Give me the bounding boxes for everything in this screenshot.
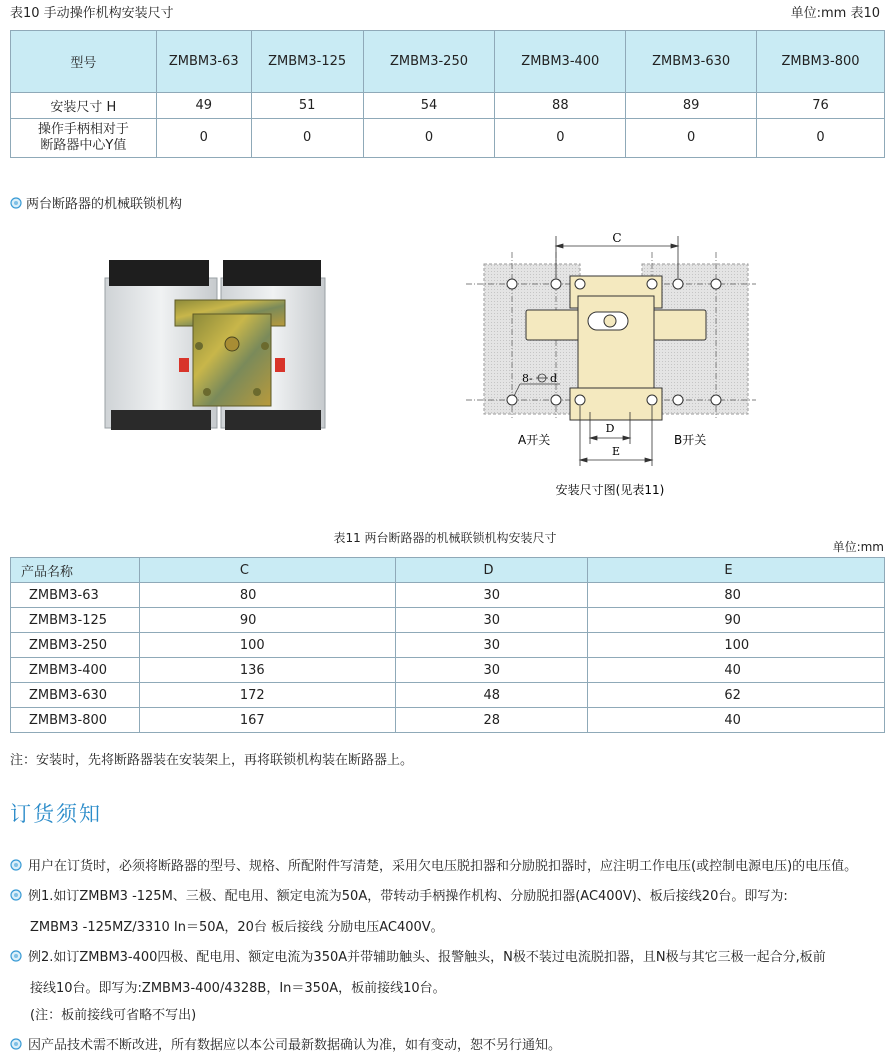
table-row xyxy=(11,583,885,608)
table10-model: ZMBM3-800 xyxy=(757,31,885,93)
circle-bullet-icon xyxy=(10,950,22,962)
table11-cell: 136 xyxy=(139,658,395,683)
circle-bullet-icon xyxy=(10,889,22,901)
order-text: ZMBM3 -125MZ/3310 In＝50A，20台 板后接线 分励电压AC400V。 xyxy=(30,920,444,935)
table10-cell: 0 xyxy=(363,119,495,158)
hole-spec-d: d xyxy=(550,372,558,385)
table-row xyxy=(11,633,885,658)
table10-cell: 0 xyxy=(495,119,626,158)
table10-cell: 89 xyxy=(626,93,757,119)
table11-cell: ZMBM3-800 xyxy=(11,708,140,733)
breaker-a-top-terminals xyxy=(109,260,209,286)
table10-row-label-line: 断路器中心Y值 xyxy=(40,138,127,153)
switch-a-label: A开关 xyxy=(518,433,551,447)
breaker-b-on-indicator xyxy=(275,358,285,372)
table10-header-row xyxy=(11,31,885,93)
table10-cell: 0 xyxy=(626,119,757,158)
circle-bullet-icon xyxy=(10,197,22,209)
dimension-e-label: E xyxy=(611,445,621,458)
interlock-screw xyxy=(261,342,269,350)
table11-cell: 30 xyxy=(395,658,588,683)
hole-spec-label: 8- xyxy=(522,372,533,385)
order-line xyxy=(10,1034,561,1053)
install-note: 注：安装时，先将断路器装在安装架上，再将联锁机构装在断路器上。 xyxy=(10,753,414,768)
table10-model: ZMBM3-400 xyxy=(495,31,626,93)
order-line xyxy=(10,885,788,904)
section-heading xyxy=(10,193,182,212)
table-row xyxy=(11,708,885,733)
table10-cell: 49 xyxy=(156,93,251,119)
order-line xyxy=(10,946,826,965)
table11-cell: 30 xyxy=(395,633,588,658)
table-row xyxy=(11,683,885,708)
table10-model: ZMBM3-63 xyxy=(156,31,251,93)
table11-cell: ZMBM3-400 xyxy=(11,658,140,683)
table-row xyxy=(11,608,885,633)
circle-bullet-icon xyxy=(10,1038,22,1050)
table11-cell: 40 xyxy=(588,708,885,733)
table11-header: C xyxy=(139,558,395,583)
table11-cell: ZMBM3-630 xyxy=(11,683,140,708)
table11-cell: 40 xyxy=(588,658,885,683)
interlock-screw xyxy=(253,388,261,396)
table11-cell: 62 xyxy=(588,683,885,708)
dimension-c-label: C xyxy=(612,231,622,245)
table11-cell: ZMBM3-125 xyxy=(11,608,140,633)
breaker-b-bottom-terminals xyxy=(225,410,321,430)
interlock-pivot xyxy=(225,337,239,351)
table11-cell: 90 xyxy=(588,608,885,633)
table10-cell: 0 xyxy=(156,119,251,158)
table11-header: E xyxy=(588,558,885,583)
table11-unit: 单位:mm xyxy=(832,540,884,554)
breaker-a-bottom-terminals xyxy=(111,410,211,430)
table10-cell: 0 xyxy=(251,119,363,158)
table10-model: ZMBM3-125 xyxy=(251,31,363,93)
table11 xyxy=(10,557,885,733)
order-line xyxy=(10,855,857,874)
table10-cell: 88 xyxy=(495,93,626,119)
breaker-b-top-terminals xyxy=(223,260,321,286)
table11-header: D xyxy=(395,558,588,583)
table10-unit: 单位:mm 表10 xyxy=(790,6,880,21)
table11-cell: 167 xyxy=(139,708,395,733)
table-row xyxy=(11,658,885,683)
table11-cell: 80 xyxy=(588,583,885,608)
install-dimension-diagram xyxy=(460,222,760,502)
table11-cell: 30 xyxy=(395,608,588,633)
dimension-d-label: D xyxy=(605,422,615,435)
table11-cell: ZMBM3-63 xyxy=(11,583,140,608)
diagram-caption: 安装尺寸图(见表11) xyxy=(555,483,665,497)
order-text: (注：板前接线可省略不写出) xyxy=(30,1008,197,1023)
table11-cell: 30 xyxy=(395,583,588,608)
table10-row-label-line: 操作手柄相对于 xyxy=(37,122,129,137)
table10-cell: 51 xyxy=(251,93,363,119)
table10-cell: 54 xyxy=(363,93,495,119)
table11-cell: ZMBM3-250 xyxy=(11,633,140,658)
section-title: 两台断路器的机械联锁机构 xyxy=(26,197,183,212)
order-text: 例1.如订ZMBM3 -125M、三极、配电用、额定电流为50A，带转动手柄操作机构、分励脱扣器(AC400V)、板后接线20台。即写为: xyxy=(28,889,788,904)
switch-b-label: B开关 xyxy=(674,433,707,447)
table10-row-h xyxy=(11,93,885,119)
table11-cell: 28 xyxy=(395,708,588,733)
order-text: 用户在订货时，必须将断路器的型号、规格、所配附件写清楚，采用欠电压脱扣器和分励脱扣器时，应注明工作电压(或控制电源电压)的电压值。 xyxy=(28,859,858,874)
order-text: 例2.如订ZMBM3-400四极、配电用、额定电流为350A并带辅助触头、报警触头，N极不装过电流脱扣器，且N极与其它三极一起合分,板前 xyxy=(28,950,826,965)
table11-cell: 100 xyxy=(588,633,885,658)
breaker-a-on-indicator xyxy=(179,358,189,372)
table10-caption: 表10 手动操作机构安装尺寸 xyxy=(10,6,174,21)
table10 xyxy=(10,30,885,158)
table10-cell: 76 xyxy=(757,93,885,119)
table10-header-label: 型号 xyxy=(11,31,157,93)
order-text: 因产品技术需不断改进，所有数据应以本公司最新数据确认为准，如有变动，恕不另行通知。 xyxy=(28,1038,562,1053)
breaker-interlock-photo xyxy=(95,248,335,438)
interlock-screw xyxy=(195,342,203,350)
interlock-bottom-block xyxy=(570,388,662,420)
table10-row-y xyxy=(11,119,885,158)
table11-header: 产品名称 xyxy=(11,558,140,583)
table11-cell: 90 xyxy=(139,608,395,633)
table10-model: ZMBM3-630 xyxy=(626,31,757,93)
table11-cell: 172 xyxy=(139,683,395,708)
interlock-screw xyxy=(203,388,211,396)
table10-cell: 0 xyxy=(757,119,885,158)
interlock-pivot xyxy=(604,315,616,327)
table10-row-label xyxy=(11,119,157,158)
table10-model: ZMBM3-250 xyxy=(363,31,495,93)
order-text: 接线10台。即写为:ZMBM3-400/4328B，In＝350A，板前接线10台。 xyxy=(30,981,446,996)
table10-row-label: 安装尺寸 H xyxy=(11,93,157,119)
table11-cell: 48 xyxy=(395,683,588,708)
table11-cell: 100 xyxy=(139,633,395,658)
table11-header-row xyxy=(11,558,885,583)
order-title: 订货须知 xyxy=(10,802,102,826)
circle-bullet-icon xyxy=(10,859,22,871)
table11-caption: 表11 两台断路器的机械联锁机构安装尺寸 xyxy=(333,531,557,545)
table11-cell: 80 xyxy=(139,583,395,608)
